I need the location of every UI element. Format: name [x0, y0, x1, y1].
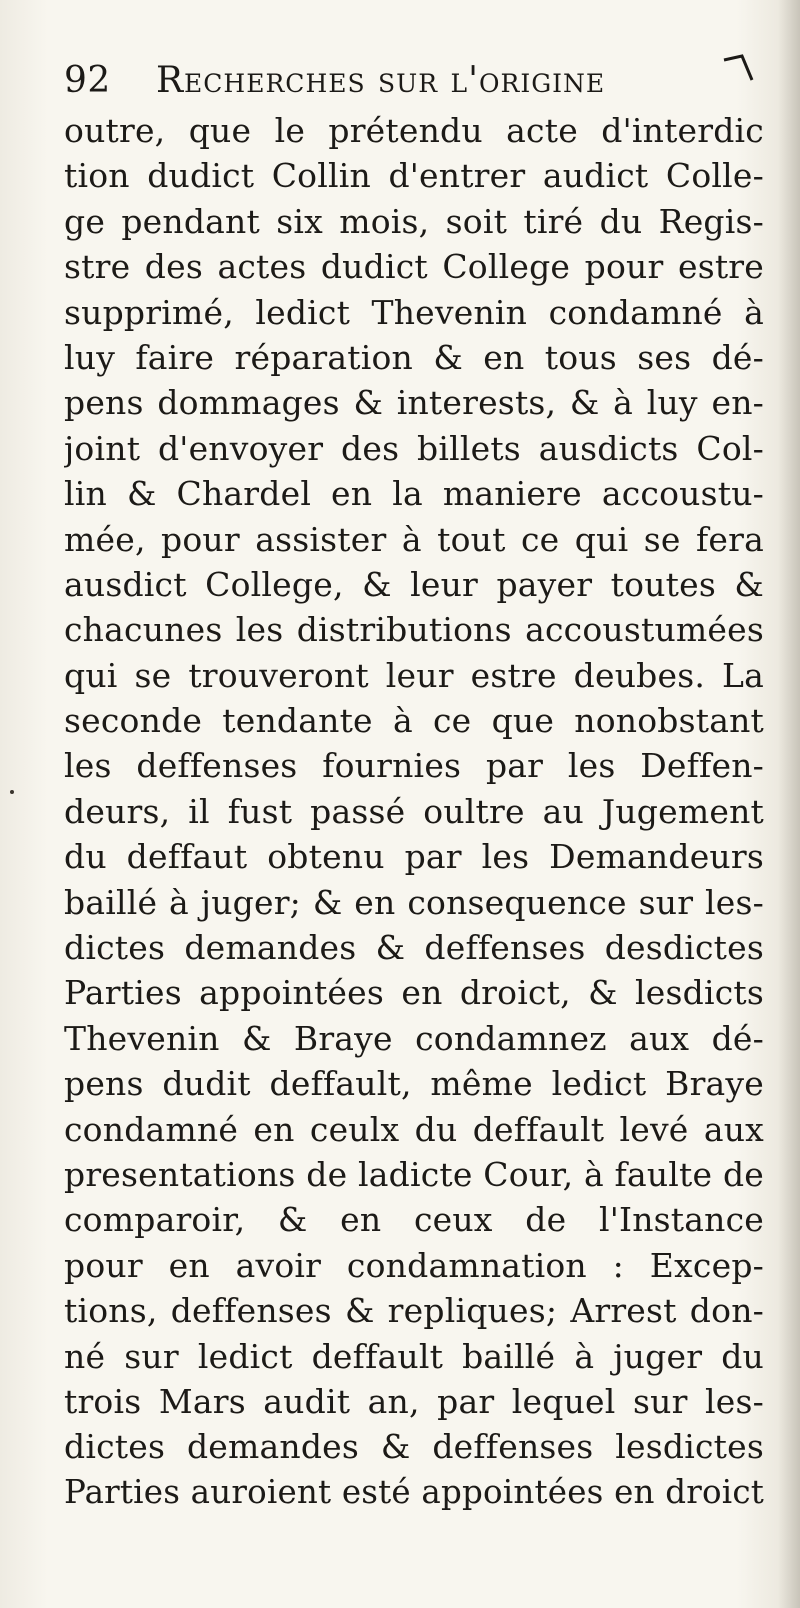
- text-line: pens dommages & interests, & à luy en-: [64, 383, 764, 423]
- text-line: mée, pour assister à tout ce qui se fera: [64, 519, 764, 559]
- text-line: lin & Chardel en la maniere accoustu-: [64, 474, 764, 514]
- text-line: pour en avoir condamnation : Excep-: [64, 1245, 764, 1285]
- text-line: outre, que le prétendu acte d'interdic: [64, 111, 764, 150]
- page-header: [64, 58, 764, 104]
- text-line: né sur ledict deffault baillé à juger du: [64, 1336, 764, 1376]
- text-line: luy faire réparation & en tous ses dé-: [64, 337, 764, 377]
- hook-mark-icon: [722, 50, 756, 90]
- text-line: Parties appointées en droict, & lesdicts: [64, 973, 764, 1013]
- text-line: dictes demandes & deffenses lesdictes: [64, 1427, 764, 1467]
- text-line: qui se trouveront leur estre deubes. La: [64, 655, 764, 695]
- text-line: Thevenin & Braye condamnez aux dé-: [64, 1018, 764, 1058]
- text-line: supprimé, ledict Thevenin condamné à: [64, 292, 764, 332]
- text-line: seconde tendante à ce que nonobstant: [64, 701, 764, 741]
- text-line: tions, deffenses & repliques; Arrest don-: [64, 1291, 764, 1331]
- text-line: dictes demandes & deffenses desdictes: [64, 928, 764, 968]
- text-line: condamné en ceulx du deffault levé aux: [64, 1109, 764, 1149]
- body-text: [64, 108, 764, 1515]
- text-line: chacunes les distributions accoustumées: [64, 610, 764, 650]
- text-line: presentations de ladicte Cour, à faulte de: [64, 1154, 764, 1194]
- ink-speck: [10, 790, 14, 794]
- page-edge-shadow: [778, 0, 800, 1608]
- text-line: Parties auroient esté appointées en droict: [64, 1472, 764, 1511]
- text-line: du deffaut obtenu par les Demandeurs: [64, 837, 764, 877]
- text-line: ausdict College, & leur payer toutes &: [64, 564, 764, 604]
- text-line: pens dudit deffault, même ledict Braye: [64, 1064, 764, 1104]
- text-line: trois Mars audit an, par lequel sur les-: [64, 1381, 764, 1421]
- text-line: tion dudict Collin d'entrer audict Colle-: [64, 156, 764, 196]
- running-title: Recherches sur l'origine: [155, 60, 606, 101]
- text-line: deurs, il fust passé oultre au Jugement: [64, 791, 764, 831]
- text-line: stre des actes dudict College pour estre: [64, 247, 764, 287]
- text-line: ge pendant six mois, soit tiré du Regis-: [64, 201, 764, 241]
- page-number: 92: [64, 60, 111, 101]
- text-line: comparoir, & en ceux de l'Instance: [64, 1200, 764, 1240]
- text-line: joint d'envoyer des billets ausdicts Col-: [64, 428, 764, 468]
- text-line: baillé à juger; & en consequence sur les-: [64, 882, 764, 922]
- text-line: les deffenses fournies par les Deffen-: [64, 746, 764, 786]
